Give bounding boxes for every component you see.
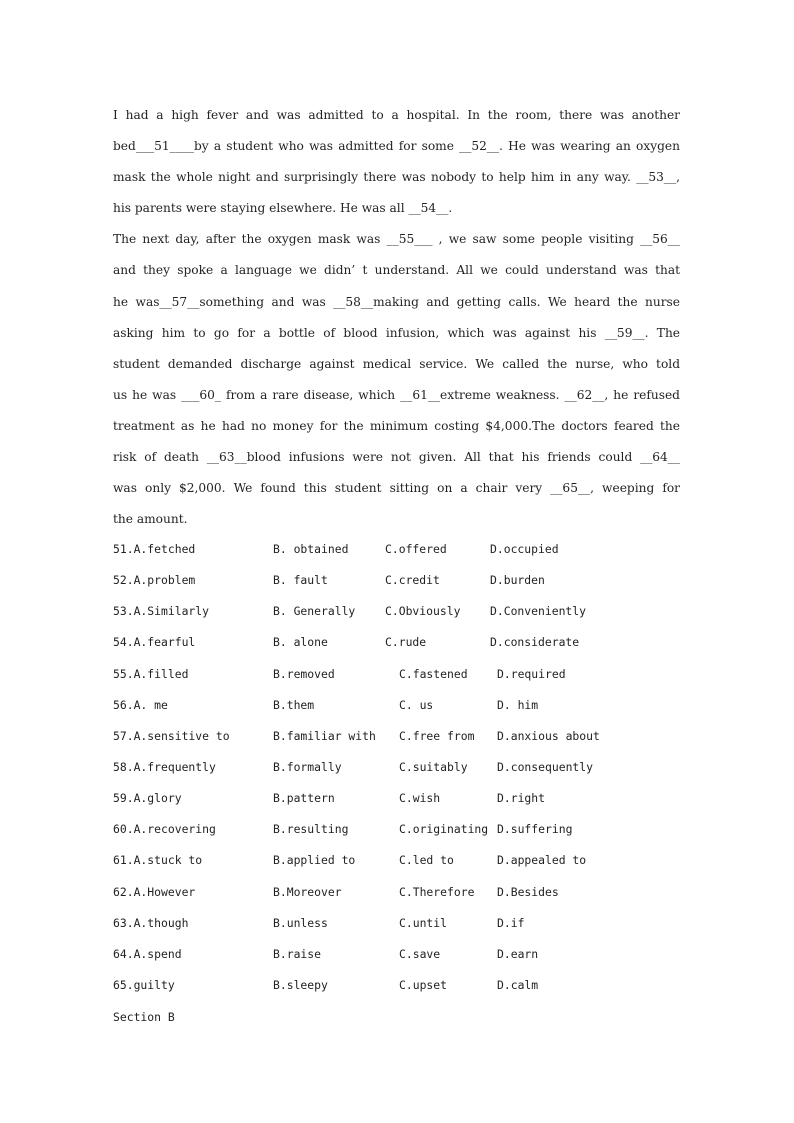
option-d: D.right — [497, 791, 546, 806]
option-a: 65.guilty — [113, 977, 175, 992]
option-b: B.pattern — [273, 791, 335, 806]
option-d: D.burden — [490, 573, 545, 588]
option-c: C.wish — [399, 791, 441, 806]
passage-line: student demanded discharge against medical service. We called the nurse, who told — [113, 356, 680, 371]
option-b: B.them — [273, 697, 315, 712]
option-a: 59.A.glory — [113, 791, 182, 806]
option-a: 52.A.problem — [113, 573, 196, 588]
question-row — [113, 596, 713, 627]
option-c: C.fastened — [399, 666, 468, 681]
section-heading: Section B — [113, 1010, 175, 1024]
option-b: B.raise — [273, 946, 322, 961]
option-a: 56.A. me — [113, 697, 168, 712]
option-c: C.upset — [399, 977, 448, 992]
option-b: B. alone — [273, 635, 328, 650]
option-c: C.credit — [385, 573, 440, 588]
option-a: 54.A.fearful — [113, 635, 196, 650]
option-d: D.consequently — [497, 759, 594, 774]
option-c: C.save — [399, 946, 441, 961]
option-b: B.unless — [273, 915, 328, 930]
option-a: 57.A.sensitive to — [113, 728, 230, 743]
question-row — [113, 783, 713, 814]
passage-line: asking him to go for a bottle of blood infusion, which was against his __59__. The — [113, 325, 680, 340]
option-c: C.suitably — [399, 759, 468, 774]
option-b: B. obtained — [273, 542, 349, 556]
passage-line: The next day, after the oxygen mask was __55___ , we saw some people visiting __56__ — [113, 232, 680, 247]
option-b: B. fault — [273, 573, 328, 588]
option-c: C.Therefore — [399, 884, 475, 899]
option-b: B.removed — [273, 666, 335, 681]
option-c: C.led to — [399, 853, 454, 868]
option-a: 55.A.filled — [113, 666, 189, 681]
option-b: B.sleepy — [273, 977, 328, 992]
option-d: D.earn — [497, 946, 539, 961]
option-d: D.appealed to — [497, 853, 587, 868]
passage-line: bed___51____by a student who was admitted for some __52__. He was wearing an oxygen — [113, 139, 680, 154]
question-row — [113, 877, 713, 908]
option-a: 51.A.fetched — [113, 542, 196, 556]
option-d: D.anxious about — [497, 728, 600, 743]
option-c: C.free from — [399, 728, 475, 743]
option-c: C.Obviously — [385, 604, 461, 619]
question-row — [113, 534, 713, 565]
option-d: D. him — [497, 697, 539, 712]
option-a: 62.A.However — [113, 884, 196, 899]
option-a: 53.A.Similarly — [113, 604, 210, 619]
option-d: D.Conveniently — [490, 604, 587, 619]
option-b: B.Moreover — [273, 884, 342, 899]
question-row — [113, 939, 713, 970]
passage-line: and they spoke a language we didn’ t understand. All we could understand was that — [113, 263, 680, 278]
option-d: D.required — [497, 666, 566, 681]
question-row — [113, 845, 713, 876]
option-b: B.resulting — [273, 822, 349, 837]
question-row — [113, 721, 713, 752]
option-b: B.familiar with — [273, 728, 376, 743]
option-d: D.calm — [497, 977, 539, 992]
passage-line: he was__57__something and was __58__making and getting calls. We heard the nurse — [113, 294, 680, 309]
option-c: C.originating — [399, 822, 489, 837]
passage-line: I had a high fever and was admitted to a hospital. In the room, there was another — [113, 108, 680, 122]
question-row — [113, 565, 713, 596]
option-b: B. Generally — [273, 604, 356, 619]
passage-line: was only $2,000. We found this student sitting on a chair very __65__, weeping for — [113, 481, 680, 496]
passage-line: risk of death __63__blood infusions were not given. All that his friends could __64__ — [113, 450, 680, 465]
passage-line: us he was ___60_ from a rare disease, which __61__extreme weakness. __62__, he refused — [113, 387, 680, 402]
option-a: 60.A.recovering — [113, 822, 216, 837]
option-a: 61.A.stuck to — [113, 853, 203, 868]
option-b: B.formally — [273, 759, 342, 774]
option-a: 64.A.spend — [113, 946, 182, 961]
question-row — [113, 659, 713, 690]
question-row — [113, 908, 713, 939]
passage-line: mask the whole night and surprisingly there was nobody to help him in any way. __53__, — [113, 170, 680, 185]
option-c: C. us — [399, 697, 434, 712]
answer-options — [113, 534, 713, 1001]
option-c: C.until — [399, 915, 448, 930]
cloze-passage — [113, 100, 680, 535]
option-c: C.rude — [385, 635, 427, 650]
passage-line: the amount. — [113, 512, 188, 527]
option-a: 63.A.though — [113, 915, 189, 930]
question-row — [113, 627, 713, 658]
option-c: C.offered — [385, 542, 447, 556]
question-row — [113, 970, 713, 1001]
option-d: D.suffering — [497, 822, 573, 837]
option-d: D.Besides — [497, 884, 559, 899]
option-a: 58.A.frequently — [113, 759, 216, 774]
option-d: D.if — [497, 915, 525, 930]
question-row — [113, 690, 713, 721]
question-row — [113, 814, 713, 845]
passage-line: treatment as he had no money for the minimum costing $4,000.The doctors feared the — [113, 418, 680, 433]
option-d: D.considerate — [490, 635, 580, 650]
question-row — [113, 752, 713, 783]
option-b: B.applied to — [273, 853, 356, 868]
passage-line: his parents were staying elsewhere. He was all __54__. — [113, 201, 453, 216]
option-d: D.occupied — [490, 542, 559, 556]
